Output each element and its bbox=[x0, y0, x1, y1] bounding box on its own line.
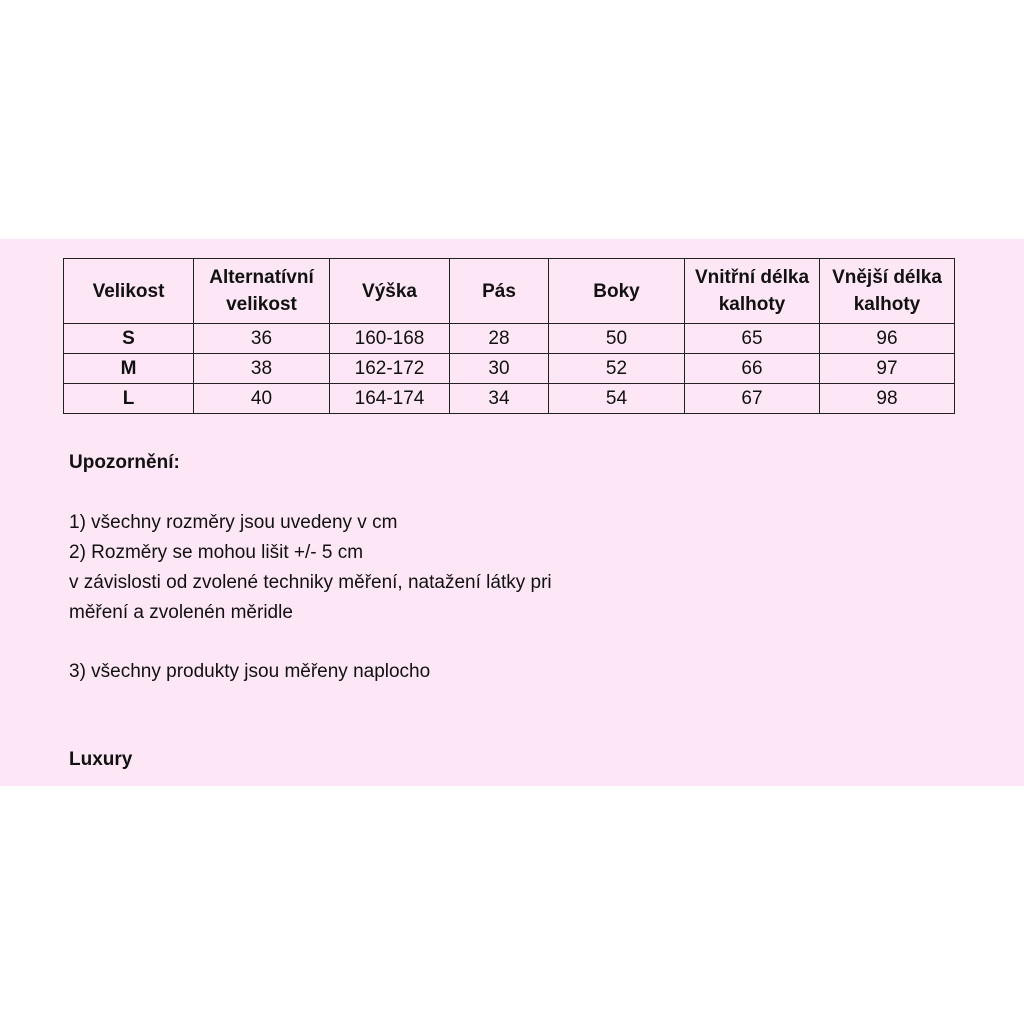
size-cell: L bbox=[64, 384, 194, 414]
hips-cell: 54 bbox=[549, 384, 685, 414]
header-inner-length-line2: kalhoty bbox=[718, 294, 786, 315]
header-waist bbox=[450, 259, 549, 324]
alt-size-cell: 40 bbox=[194, 384, 330, 414]
header-alt-size-line2: velikost bbox=[226, 294, 297, 315]
height-cell: 162-172 bbox=[330, 354, 450, 384]
header-outer-length-line2: kalhoty bbox=[853, 294, 921, 315]
hips-cell: 52 bbox=[549, 354, 685, 384]
header-inner-length bbox=[685, 259, 820, 324]
header-height-label: Výška bbox=[362, 280, 417, 302]
note-item-2-line-1: 2) Rozměry se mohou lišit +/- 5 cm bbox=[69, 542, 364, 563]
header-size bbox=[64, 259, 194, 324]
brand-name: Luxury bbox=[69, 749, 133, 770]
header-hips bbox=[549, 259, 685, 324]
waist-cell: 28 bbox=[450, 324, 549, 354]
alt-size-cell: 36 bbox=[194, 324, 330, 354]
outer-length-cell: 98 bbox=[820, 384, 955, 414]
size-cell: S bbox=[64, 324, 194, 354]
outer-length-cell: 97 bbox=[820, 354, 955, 384]
inner-length-cell: 65 bbox=[685, 324, 820, 354]
note-item-1: 1) všechny rozměry jsou uvedeny v cm bbox=[69, 512, 398, 533]
header-alt-size bbox=[194, 259, 330, 324]
header-inner-length-line1: Vnitřní délka bbox=[694, 267, 810, 288]
header-outer-length bbox=[820, 259, 955, 324]
note-item-2-line-3: měření a zvolenén měridle bbox=[69, 602, 293, 623]
height-cell: 160-168 bbox=[330, 324, 450, 354]
note-item-2-line-2: v závislosti od zvolené techniky měření, natažení látky pri bbox=[69, 572, 552, 593]
header-size-label: Velikost bbox=[92, 280, 165, 302]
table-row bbox=[64, 324, 955, 354]
header-alt-size-line1: Alternatívní bbox=[209, 267, 314, 288]
header-height bbox=[330, 259, 450, 324]
note-item-3: 3) všechny produkty jsou měřeny naplocho bbox=[69, 661, 431, 682]
table-row bbox=[64, 354, 955, 384]
header-outer-length-line1: Vnější délka bbox=[832, 267, 942, 288]
height-cell: 164-174 bbox=[330, 384, 450, 414]
table-row bbox=[64, 384, 955, 414]
size-chart-table bbox=[63, 258, 955, 414]
alt-size-cell: 38 bbox=[194, 354, 330, 384]
inner-length-cell: 66 bbox=[685, 354, 820, 384]
table-header-row bbox=[64, 259, 955, 324]
hips-cell: 50 bbox=[549, 324, 685, 354]
header-waist-label: Pás bbox=[482, 280, 516, 302]
notes-section bbox=[69, 448, 949, 687]
outer-length-cell: 96 bbox=[820, 324, 955, 354]
size-cell: M bbox=[64, 354, 194, 384]
notes-heading: Upozornění: bbox=[69, 452, 180, 473]
waist-cell: 34 bbox=[450, 384, 549, 414]
waist-cell: 30 bbox=[450, 354, 549, 384]
inner-length-cell: 67 bbox=[685, 384, 820, 414]
note-spacer bbox=[69, 628, 949, 657]
header-hips-label: Boky bbox=[593, 280, 640, 302]
